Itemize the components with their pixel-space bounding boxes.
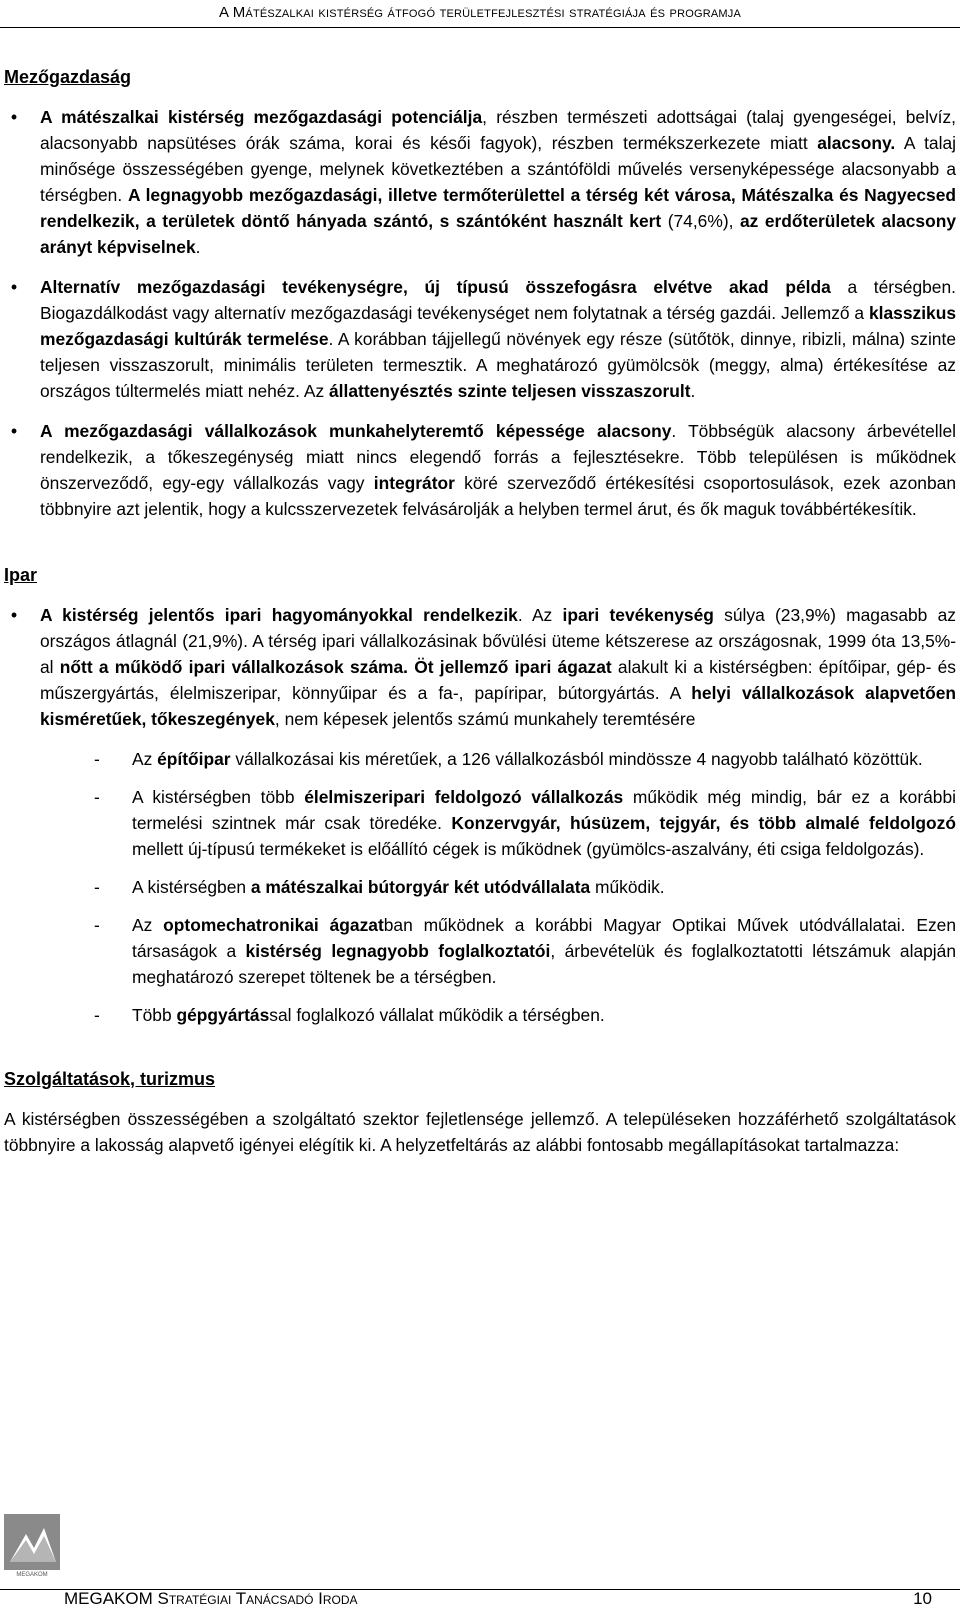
- services-paragraph: A kistérségben összességében a szolgáltató szektor fejletlensége jellemző. A településeken hozzáférhető szolgáltatások többnyire a lakosság alapvető igényei elégítik ki. A helyzetfeltárás az alábbi fontosabb megállapításokat tartalmazza:: [4, 1109, 956, 1155]
- dash-marker: -: [94, 749, 100, 769]
- dash-marker: -: [94, 915, 100, 935]
- header-title: A Mátészalkai kistérség átfogó területfejlesztési stratégiája és programja: [218, 4, 742, 21]
- page-number: 10: [913, 1589, 932, 1608]
- dash-marker: -: [94, 877, 100, 897]
- dash-marker: -: [94, 787, 100, 807]
- list-item: • A kistérség jelentős ipari hagyományokkal rendelkezik. Az ipari tevékenység súlya (23,9%) magasabb az országos átlagnál (21,9%). A térség ipari vállalkozásinak bővülési üteme kétszerese az országosnak, 1999 óta 13,5%-al nőtt a működő ipari vállalkozások száma. Öt jellemző ipari ágazat alakult ki a kistérségben: építőipar, gép- és műszergyártás, élelmiszeripar, könnyűipar és a fa-, papíripar, bútorgyártás. A helyi vállalkozások alapvetően kisméretűek, tőkeszegények, nem képesek jelentős számú munkahely teremtésére: [4, 602, 956, 732]
- bullet-icon: •: [10, 107, 18, 127]
- industry-bullet-list: [4, 602, 956, 732]
- megakom-logo-icon: [4, 1514, 60, 1570]
- bullet-icon: •: [10, 421, 18, 441]
- list-item: • Alternatív mezőgazdasági tevékenységre, új típusú összefogásra elvétve akad példa a térségben. Biogazdálkodást vagy alternatív mezőgazdasági tevékenységet nem folytatnak a térség gazdái. Jellemző a klasszikus mezőgazdasági kultúrák termelése. A korábban tájjellegű növények egy része (sütőtök, dinnye, ribizli, málna) szinte teljesen visszaszorult, minimális területen termesztik. A meghatározó gyümölcsök (meggy, alma) értékesítése az országos túltermelés miatt nehéz. Az állattenyésztés szinte teljesen visszaszorult.: [4, 274, 956, 404]
- agriculture-bullet-list: [4, 104, 956, 522]
- header-rule: [0, 27, 960, 28]
- list-item: • A mátészalkai kistérség mezőgazdasági potenciálja, részben természeti adottságai (talaj gyengeségei, belvíz, alacsonyabb napsütéses órák száma, korai és késői fagyok), részben termékszerkezete miatt alacsony. A talaj minősége összességében gyenge, melynek következtében a szántóföldi művelés versenyképessége alacsonyabb a térségben. A legnagyobb mezőgazdasági, illetve termőterülettel a térség két városa, Mátészalka és Nagyecsed rendelkezik, a területek döntő hányada szántó, s szántóként használt kert (74,6%), az erdőterületek alacsony arányt képviselnek.: [4, 104, 956, 260]
- page-footer: [0, 1514, 960, 1613]
- section-title-services: Szolgáltatások, turizmus: [4, 1069, 216, 1089]
- section-title-agriculture: Mezőgazdaság: [4, 67, 132, 87]
- list-item: - Az optomechatronikai ágazatban működnek a korábbi Magyar Optikai Művek utódvállalatai. Ezen társaságok a kistérség legnagyobb foglalkoztatói, árbevételük és foglalkoztatotti létszámuk alapján meghatározó szerepet töltenek be a térségben.: [4, 912, 956, 990]
- page-header: [0, 0, 960, 30]
- logo-label: MEGAKOM: [16, 1572, 48, 1578]
- document-body: [4, 64, 956, 1158]
- dash-marker: -: [94, 1005, 100, 1025]
- section-title-industry: Ipar: [4, 565, 38, 585]
- list-item: - A kistérségben a mátészalkai bútorgyár két utódvállalata működik.: [4, 874, 956, 900]
- footer-company: MEGAKOM Stratégiai Tanácsadó Iroda: [64, 1589, 358, 1608]
- bullet-icon: •: [10, 277, 18, 297]
- list-item: - A kistérségben több élelmiszeripari feldolgozó vállalkozás működik még mindig, bár ez a korábbi termelési szintnek már csak töredéke. Konzervgyár, húsüzem, tejgyár, és több almalé feldolgozó mellett új-típusú termékeket is előállító cégek is működnek (gyümölcs-aszalvány, éti csiga feldolgozás).: [4, 784, 956, 862]
- list-item: • A mezőgazdasági vállalkozások munkahelyteremtő képessége alacsony. Többségük alacsony árbevétellel rendelkezik, a tőkeszegénység miatt nincs elegendő forrás a fejlesztésekre. Több településen is működnek önszerveződő, egy-egy vállalkozás vagy integrátor köré szerveződő értékesítési csoportosulások, ezek azonban többnyire azt jelentik, hogy a kulcsszervezetek felvásárolják a helyben termel árut, és ők maguk továbbértékesítik.: [4, 418, 956, 522]
- bullet-icon: •: [10, 605, 18, 625]
- list-item: - Az építőipar vállalkozásai kis méretűek, a 126 vállalkozásból mindössze 4 nagyobb található közöttük.: [4, 746, 956, 772]
- list-item: - Több gépgyártással foglalkozó vállalat működik a térségben.: [4, 1002, 956, 1028]
- industry-dash-list: [4, 746, 956, 1028]
